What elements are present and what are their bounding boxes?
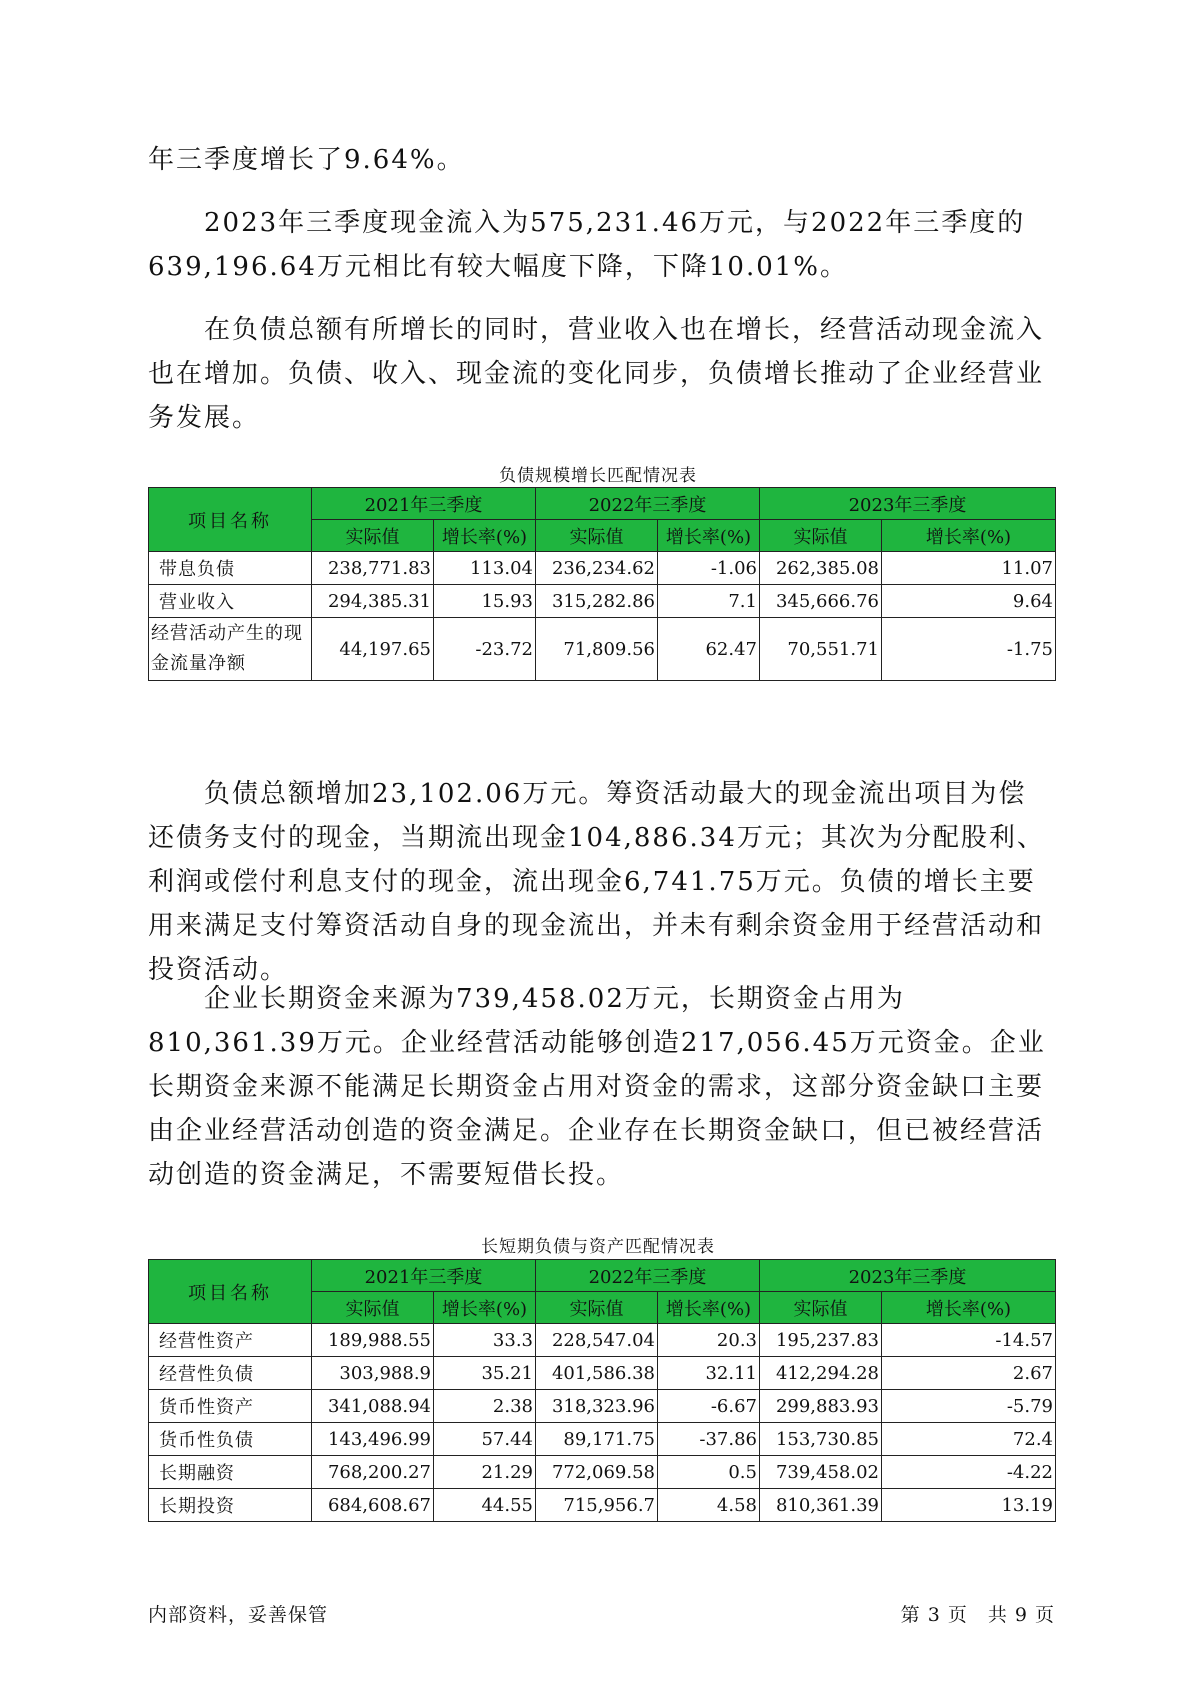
- cell-value: 153,730.85: [760, 1423, 882, 1456]
- header-period-2022: 2022年三季度: [536, 1260, 760, 1292]
- header-growth: 增长率(%): [882, 1292, 1056, 1324]
- cell-value: -37.86: [658, 1423, 760, 1456]
- cell-value: 768,200.27: [312, 1456, 434, 1489]
- header-period-2021: 2021年三季度: [312, 488, 536, 520]
- cell-value: 684,608.67: [312, 1489, 434, 1522]
- cell-value: -1.06: [658, 552, 760, 585]
- cell-value: 11.07: [882, 552, 1056, 585]
- row-label: 带息负债: [149, 552, 312, 585]
- row-label: 货币性资产: [149, 1390, 312, 1423]
- cell-value: 238,771.83: [312, 552, 434, 585]
- header-growth: 增长率(%): [882, 520, 1056, 552]
- cell-value: -14.57: [882, 1324, 1056, 1357]
- table-row: [149, 1456, 1056, 1489]
- row-label: 经营性负债: [149, 1357, 312, 1390]
- footer-page-number: 第 3 页 共 9 页: [900, 1604, 1055, 1626]
- header-period-2021: 2021年三季度: [312, 1260, 536, 1292]
- cell-value: 2.38: [434, 1390, 536, 1423]
- cell-value: 113.04: [434, 552, 536, 585]
- cell-value: 70,551.71: [760, 618, 882, 681]
- row-label: 长期投资: [149, 1489, 312, 1522]
- table-row: [149, 618, 1056, 681]
- cell-value: 89,171.75: [536, 1423, 658, 1456]
- cell-value: 33.3: [434, 1324, 536, 1357]
- header-period-2023: 2023年三季度: [760, 488, 1056, 520]
- table-caption-long-short: 长短期负债与资产匹配情况表: [481, 1237, 715, 1257]
- long-short-match-table: [148, 1259, 1056, 1522]
- header-item-name: 项目名称: [149, 1260, 312, 1324]
- cell-value: 195,237.83: [760, 1324, 882, 1357]
- cell-value: 772,069.58: [536, 1456, 658, 1489]
- cell-value: -5.79: [882, 1390, 1056, 1423]
- header-actual: 实际值: [760, 1292, 882, 1324]
- cell-value: 21.29: [434, 1456, 536, 1489]
- header-growth: 增长率(%): [658, 520, 760, 552]
- cell-value: 35.21: [434, 1357, 536, 1390]
- cell-value: 189,988.55: [312, 1324, 434, 1357]
- cell-value: 303,988.9: [312, 1357, 434, 1390]
- row-label: 长期融资: [149, 1456, 312, 1489]
- cell-value: 228,547.04: [536, 1324, 658, 1357]
- cell-value: 401,586.38: [536, 1357, 658, 1390]
- footer-confidential-note: 内部资料，妥善保管: [148, 1604, 329, 1626]
- cell-value: 15.93: [434, 585, 536, 618]
- cell-value: 715,956.7: [536, 1489, 658, 1522]
- cell-value: 299,883.93: [760, 1390, 882, 1423]
- table-caption-debt-scale: 负债规模增长匹配情况表: [499, 466, 697, 486]
- row-label: 经营活动产生的现金流量净额: [149, 618, 312, 681]
- cell-value: -4.22: [882, 1456, 1056, 1489]
- cell-value: 810,361.39: [760, 1489, 882, 1522]
- cell-value: 318,323.96: [536, 1390, 658, 1423]
- table-row: [149, 585, 1056, 618]
- cell-value: -1.75: [882, 618, 1056, 681]
- cell-value: 294,385.31: [312, 585, 434, 618]
- row-label: 经营性资产: [149, 1324, 312, 1357]
- table-row: [149, 1423, 1056, 1456]
- debt-scale-table: [148, 487, 1056, 681]
- header-period-2023: 2023年三季度: [760, 1260, 1056, 1292]
- cell-value: 13.19: [882, 1489, 1056, 1522]
- table-row: [149, 552, 1056, 585]
- paragraph-continuation: 年三季度增长了9.64%。: [148, 145, 465, 175]
- table-row: [149, 1357, 1056, 1390]
- header-item-name: 项目名称: [149, 488, 312, 552]
- cell-value: 341,088.94: [312, 1390, 434, 1423]
- header-actual: 实际值: [312, 1292, 434, 1324]
- cell-value: 143,496.99: [312, 1423, 434, 1456]
- header-growth: 增长率(%): [434, 520, 536, 552]
- cell-value: 412,294.28: [760, 1357, 882, 1390]
- cell-value: 20.3: [658, 1324, 760, 1357]
- row-label: 货币性负债: [149, 1423, 312, 1456]
- cell-value: -6.67: [658, 1390, 760, 1423]
- paragraph-debt-usage: 负债总额增加23,102.06万元。筹资活动最大的现金流出项目为偿还债务支付的现金，当期流出现金104,886.34万元；其次为分配股利、利润或偿付利息支付的现金，流出现金6,741.75万元。负债的增长主要用来满足支付筹资活动自身的现金流出，并未有剩余资金用于经营活动和投资活动。: [148, 779, 1045, 985]
- header-growth: 增长率(%): [434, 1292, 536, 1324]
- cell-value: 9.64: [882, 585, 1056, 618]
- header-period-2022: 2022年三季度: [536, 488, 760, 520]
- cell-value: 315,282.86: [536, 585, 658, 618]
- cell-value: 262,385.08: [760, 552, 882, 585]
- cell-value: 44,197.65: [312, 618, 434, 681]
- paragraph-debt-growth: 在负债总额有所增长的同时，营业收入也在增长，经营活动现金流入也在增加。负债、收入、现金流的变化同步，负债增长推动了企业经营业务发展。: [148, 315, 1045, 433]
- cell-value: 236,234.62: [536, 552, 658, 585]
- row-label: 营业收入: [149, 585, 312, 618]
- cell-value: 44.55: [434, 1489, 536, 1522]
- cell-value: 2.67: [882, 1357, 1056, 1390]
- header-actual: 实际值: [760, 520, 882, 552]
- cell-value: 62.47: [658, 618, 760, 681]
- cell-value: 32.11: [658, 1357, 760, 1390]
- cell-value: 4.58: [658, 1489, 760, 1522]
- cell-value: 0.5: [658, 1456, 760, 1489]
- cell-value: 72.4: [882, 1423, 1056, 1456]
- table-row: [149, 1489, 1056, 1522]
- header-actual: 实际值: [536, 1292, 658, 1324]
- table-row: [149, 1390, 1056, 1423]
- cell-value: 739,458.02: [760, 1456, 882, 1489]
- cell-value: 71,809.56: [536, 618, 658, 681]
- paragraph-long-term-funds: 企业长期资金来源为739,458.02万元，长期资金占用为810,361.39万元。企业经营活动能够创造217,056.45万元资金。企业长期资金来源不能满足长期资金占用对资金的需求，这部分资金缺口主要由企业经营活动创造的资金满足。企业存在长期资金缺口，但已被经营活动创造的资金满足，不需要短借长投。: [148, 984, 1046, 1190]
- header-actual: 实际值: [312, 520, 434, 552]
- cell-value: -23.72: [434, 618, 536, 681]
- paragraph-cash-inflow: 2023年三季度现金流入为575,231.46万元，与2022年三季度的639,196.64万元相比有较大幅度下降，下降10.01%。: [148, 208, 1026, 282]
- header-actual: 实际值: [536, 520, 658, 552]
- cell-value: 345,666.76: [760, 585, 882, 618]
- cell-value: 57.44: [434, 1423, 536, 1456]
- table-row: [149, 1324, 1056, 1357]
- header-growth: 增长率(%): [658, 1292, 760, 1324]
- cell-value: 7.1: [658, 585, 760, 618]
